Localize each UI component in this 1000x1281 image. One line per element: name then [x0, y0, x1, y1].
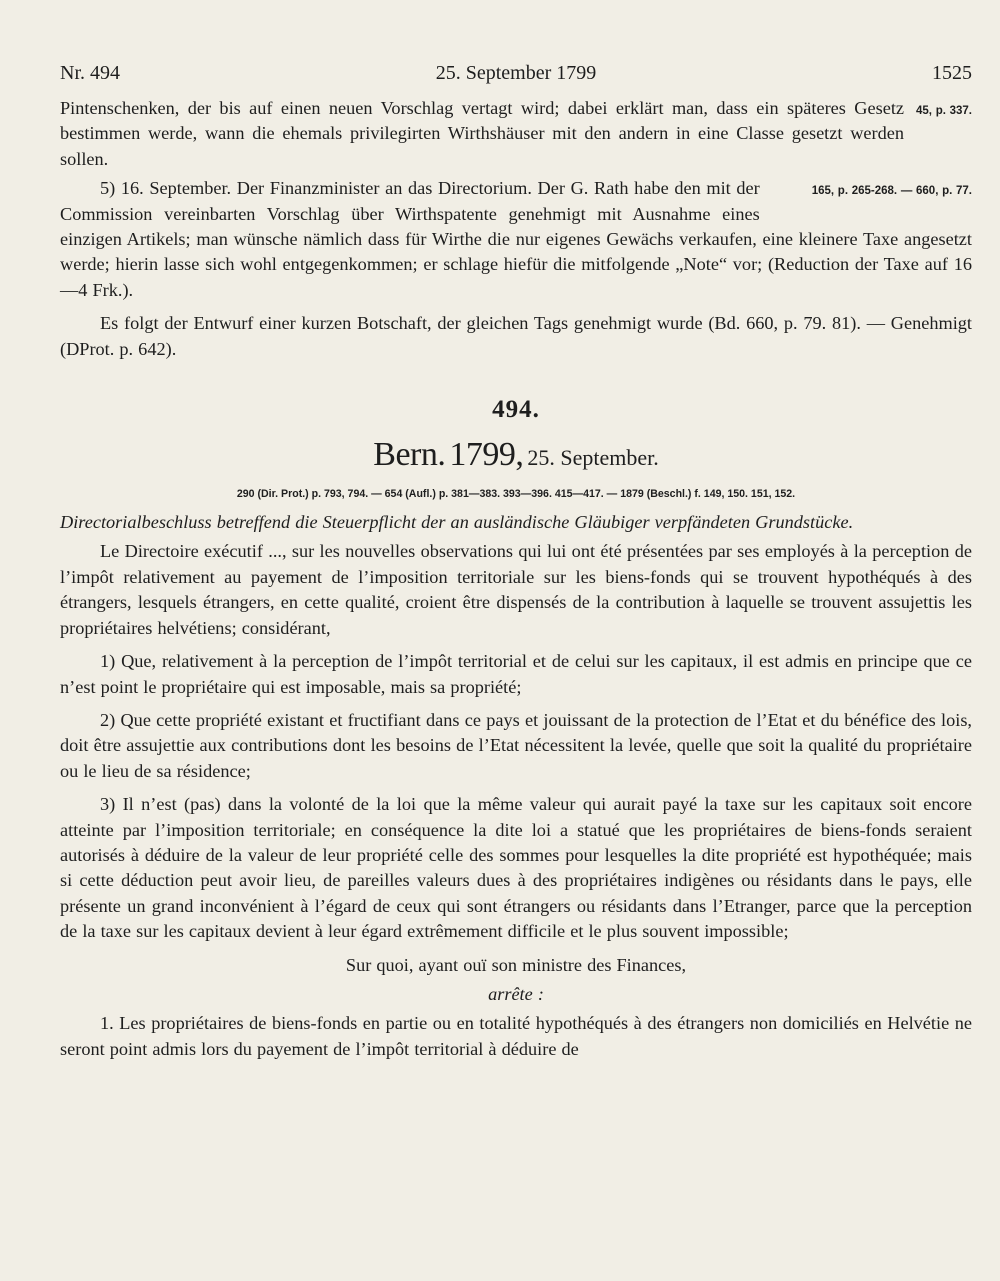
source-references: 290 (Dir. Prot.) p. 793, 794. — 654 (Aufl.) p. 381—383. 393—396. 415—417. — 1879 (Beschl.) f. 149, 150. 151, 152.: [236, 488, 796, 501]
document-number: 494.: [492, 396, 540, 424]
archive-reference: 165, p. 265-268. — 660, p. 77.: [811, 185, 972, 198]
previous-entry-paragraph-2: [60, 176, 972, 303]
sur-quoi-line: Sur quoi, ayant ouï son ministre des Finances,: [345, 954, 687, 975]
page-number: 1525: [932, 62, 972, 84]
document-place-date: [60, 436, 972, 476]
year: 1799,: [449, 436, 524, 474]
consideration-1: 1) Que, relativement à la perception de l’impôt territorial et de celui sur les capitaux, il est admis en principe que ce n’est point le propriétaire qui est imposable, mais sa propriété;: [60, 651, 972, 697]
consideration-2: 2) Que cette propriété existant et fructifiant dans ce pays et jouissant de la protection de l’Etat et du bénéfice des lois, doit être assujettie aux contributions dont les besoins de l’Etat nécessitent la levée, quelle que soit la qualité du propriétaire ou le lieu de sa résidence;: [60, 709, 972, 781]
article-1: 1. Les propriétaires de biens-fonds en partie ou en totalité hypothéqués à des étrangers non domiciliés en Helvétie ne seront point admis lors du payement de l’impôt territorial à déduire de: [60, 1013, 972, 1059]
paragraph-text: Pintenschenken, der bis auf einen neuen Vorschlag vertagt wird; dabei erklärt man, dass ein späteres Gesetz bestimmen werde, wann die ehemals privilegirten Wirthshäuser mit den andern in eine Classe gesetzt werden sollen.: [60, 98, 905, 169]
previous-entry-paragraph-1: [60, 96, 972, 172]
arrete-heading: arrête :: [488, 983, 544, 1004]
header-date: 25. September 1799: [435, 62, 597, 84]
place-name: Bern.: [373, 436, 446, 474]
paragraph-text: 5) 16. September. Der Finanzminister an das Directorium. Der G. Rath habe den mit der Commission vereinbarten Vorschlag über Wirthspatente genehmigt mit Ausnahme eines einzigen Artikels; man wünsche nämlich dass für Wirthe die nur eigenes Gewächs verkaufen, eine kleinere Taxe angesetzt werde; hierin lasse sich wohl entgegenkommen; er schlage hiefür die mitfolgende „Note“ vor; (Reduction der Taxe auf 16—4 Frk.).: [60, 178, 972, 300]
intro-paragraph: Le Directoire exécutif ..., sur les nouvelles observations qui lui ont été présentées par ses employés à la perception de l’impôt relativement au payement de l’imposition territoriale sur les biens-fonds qui se trouvent hypothéqués à des étrangers, lesquels étrangers, en cette qualité, croient être dispensés de la contribution à laquelle se trouvent assujettis les propriétaires helvétiens; considérant,: [60, 541, 972, 638]
day-month: 25. September.: [527, 445, 659, 471]
archive-reference: 45, p. 337.: [916, 105, 972, 117]
document-title: Directorialbeschluss betreffend die Steuerpflicht der an ausländische Gläubiger verpfändeten Grundstücke.: [60, 512, 854, 533]
previous-entry-paragraph-3: Es folgt der Entwurf einer kurzen Botschaft, der gleichen Tags genehmigt wurde (Bd. 660, p. 79. 81). — Genehmigt (DProt. p. 642).: [60, 313, 972, 359]
document-number-header: Nr. 494: [60, 62, 120, 84]
consideration-3: 3) Il n’est (pas) dans la volonté de la loi que la même valeur qui aurait payé la taxe sur les capitaux soit encore atteinte par l’imposition territoriale; en conséquence la dite loi a statué que les propriétaires de biens-fonds seraient autorisés à déduire de la valeur de leur propriété celle des sommes pour lesquelles la dite propriété est hypothéquée; mais si cette déduction peut avoir lieu, de pareilles valeurs dues à des propriétaires indigènes ou résidants dans le pays, elle présente un grand inconvénient à l’égard de ceux qui sont étrangers ou résidants dans l’Etranger, parce que la perception de la taxe sur les capitaux devient à leur égard extrêmement difficile et le plus souvent impossible;: [60, 794, 972, 942]
running-head: [60, 62, 972, 96]
